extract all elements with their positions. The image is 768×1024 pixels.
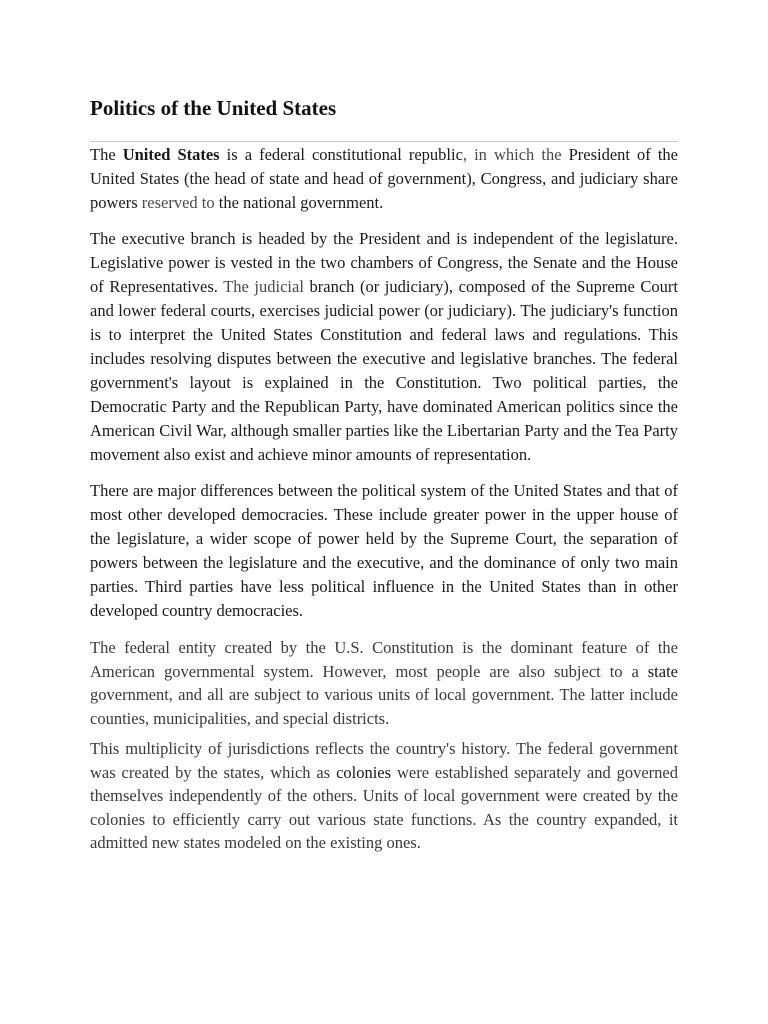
federal-text-1: The federal entity created by the U.S. Constitution is the dominant feature of the American governmental system. However, most people are also subject to a (90, 638, 678, 681)
document-page (90, 90, 678, 855)
paragraph-branches (90, 227, 678, 467)
jurisdictions-text-3: were established separately and governed themselves independently of the others. Units of local government were created by the colonies to efficiently carry out various state functions. As the country expanded, it admitted new states modeled on the existing ones. (90, 762, 679, 852)
intro-text-3: , in which the (462, 145, 569, 164)
paragraph-differences: There are major differences between the political system of the United States and that of most other developed democracies. These include greater power in the upper house of the legislature, a wider scope of power held by the Supreme Court, the separation of powers between the legislature and the executive, and the dominance of only two main parties. Third parties have less political influence in the United States than in other developed country democracies. (90, 481, 678, 620)
federal-text-3: government, and all are subject to various units of local government. The latter include counties, municipalities, and special districts. (90, 685, 678, 728)
federal-text-2: state (647, 661, 678, 681)
page-title: Politics of the United States (90, 96, 337, 120)
branches-text-2: The judicial (223, 277, 304, 296)
intro-text-4: President of the United States (the head of state and head of government), Congress, and judiciary share powers (90, 145, 678, 212)
jurisdictions-text-2: colonies (336, 762, 392, 782)
intro-text-5: reserved to (141, 193, 215, 212)
jurisdictions-text-1: This multiplicity of jurisdictions reflects the country's history. The federal government was created by the states, which as (90, 739, 678, 782)
paragraph-intro (90, 143, 678, 215)
intro-text-6: the national government. (214, 193, 384, 212)
title-divider (90, 141, 678, 142)
branches-text-1: The executive branch is headed by the President and is independent of the legislature. Legislative power is vested in the two chambers of Congress, the Senate and the House of Representatives. (90, 229, 678, 296)
paragraph-federal-entity (90, 636, 678, 730)
intro-text-2: is a federal constitutional republic (219, 145, 463, 164)
intro-bold-subject: United States (122, 145, 220, 164)
intro-text-1: The (90, 145, 123, 164)
paragraph-jurisdictions (90, 737, 678, 855)
branches-text-3: branch (or judiciary), composed of the Supreme Court and lower federal courts, exercises judicial power (or judiciary). The judiciary's function is to interpret the United States Constitution and federal laws and regulations. This includes resolving disputes between the executive and legislative branches. The federal government's layout is explained in the Constitution. Two political parties, the Democratic Party and the Republican Party, have dominated American politics since the American Civil War, although smaller parties like the Libertarian Party and the Tea Party movement also exist and achieve minor amounts of representation. (90, 277, 678, 464)
